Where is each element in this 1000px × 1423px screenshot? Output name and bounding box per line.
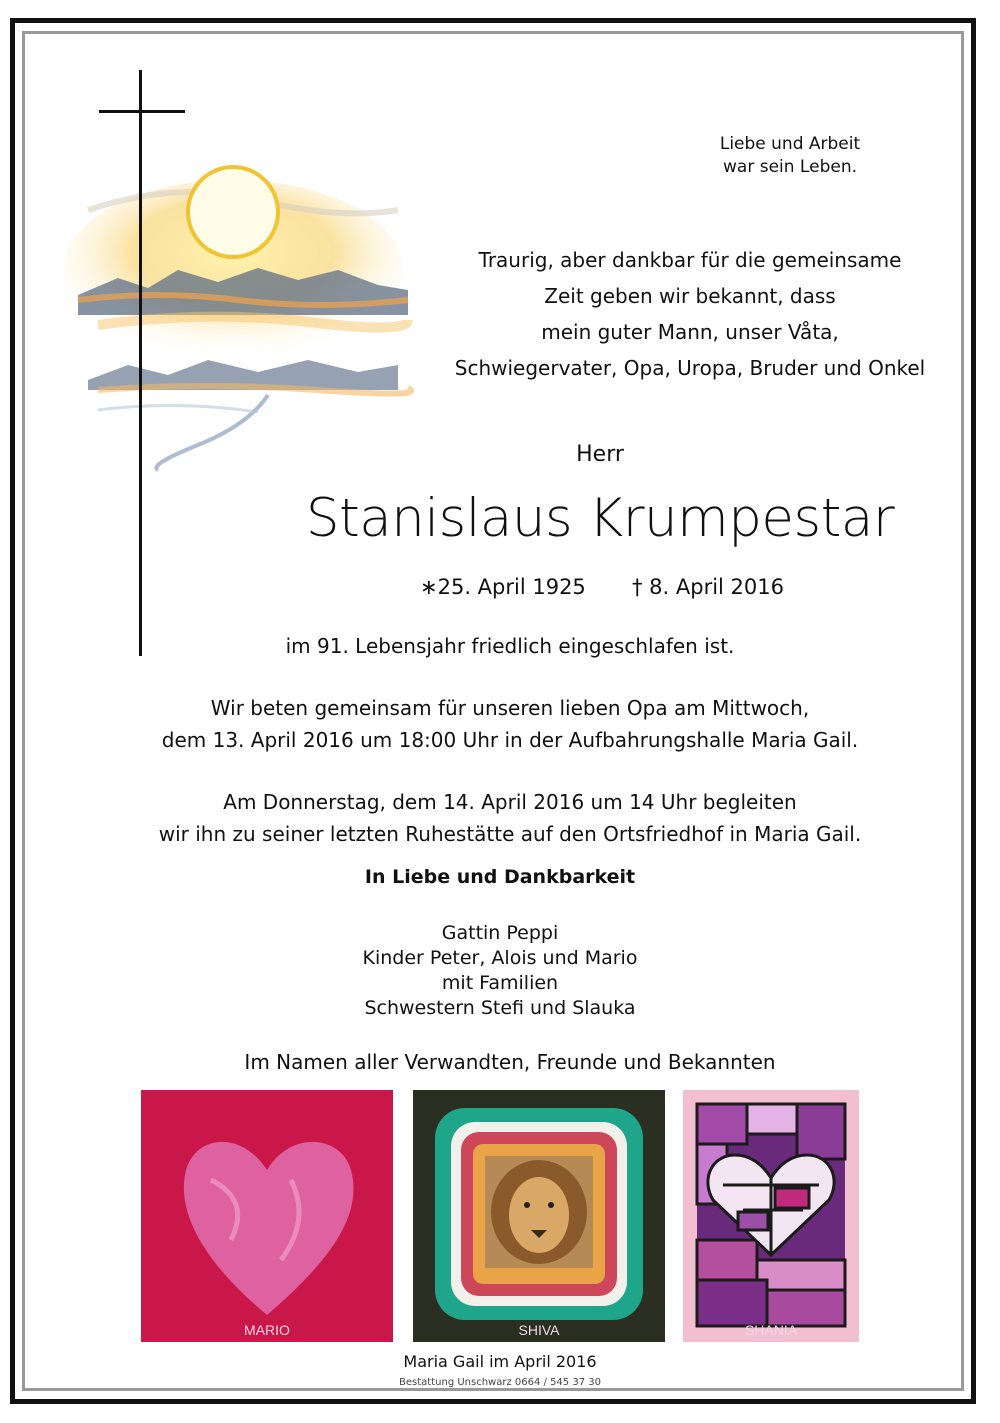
family-member-line: mit Familien — [441, 972, 559, 994]
mosaic-heart-icon — [683, 1090, 859, 1342]
intro-line: Zeit geben wir bekannt, dass — [544, 284, 836, 308]
place-and-date: Maria Gail im April 2016 — [403, 1352, 597, 1371]
family-member-line: Gattin Peppi — [441, 922, 559, 944]
motto — [680, 133, 900, 179]
prayer-announcement — [100, 692, 920, 756]
family-member-line: Kinder Peter, Alois und Mario — [362, 947, 638, 969]
birth-date: ∗25. April 1925 — [420, 575, 586, 599]
prayer-line: Wir beten gemeinsam für unseren lieben Opa am Mittwoch, — [210, 696, 810, 720]
funeral-announcement — [100, 786, 920, 850]
artwork-heart-painting — [141, 1090, 393, 1342]
funeral-line: wir ihn zu seiner letzten Ruhestätte auf den Ortsfriedhof in Maria Gail. — [158, 822, 862, 846]
artwork-label: SHANIA — [744, 1322, 798, 1338]
undertaker-info: Bestattung Unschwarz 0664 / 545 37 30 — [399, 1377, 601, 1388]
death-date: † 8. April 2016 — [632, 575, 785, 599]
closing-phrase: In Liebe und Dankbarkeit — [364, 866, 636, 888]
announcement-intro — [440, 242, 940, 386]
relatives-line: Im Namen aller Verwandten, Freunde und Bekannten — [244, 1050, 776, 1074]
family-member-line: Schwestern Stefi und Slauka — [364, 997, 636, 1019]
salutation: Herr — [576, 442, 624, 467]
artwork-label: MARIO — [244, 1322, 290, 1338]
cross-horizontal-bar — [99, 110, 185, 113]
artwork-mosaic-heart-painting — [683, 1090, 859, 1342]
artwork-lion-painting — [413, 1090, 665, 1342]
prayer-line: dem 13. April 2016 um 18:00 Uhr in der Aufbahrungshalle Maria Gail. — [161, 728, 859, 752]
sunset-landscape-painting — [58, 150, 418, 480]
lion-icon — [413, 1090, 665, 1342]
funeral-line: Am Donnerstag, dem 14. April 2016 um 14 Uhr begleiten — [223, 790, 797, 814]
intro-line: Schwiegervater, Opa, Uropa, Bruder und Onkel — [454, 356, 926, 380]
intro-line: mein guter Mann, unser Våta, — [541, 320, 839, 344]
heart-icon — [141, 1090, 393, 1342]
cross-vertical-bar — [139, 70, 142, 656]
intro-line: Traurig, aber dankbar für die gemeinsame — [478, 248, 902, 272]
family-list — [280, 921, 720, 1021]
deceased-name: Stanislaus Krumpestar — [305, 488, 895, 549]
motto-line: war sein Leben. — [723, 157, 857, 177]
age-line: im 91. Lebensjahr friedlich eingeschlafen ist. — [285, 634, 735, 658]
artwork-label: SHIVA — [518, 1322, 560, 1338]
motto-line: Liebe und Arbeit — [719, 134, 861, 154]
